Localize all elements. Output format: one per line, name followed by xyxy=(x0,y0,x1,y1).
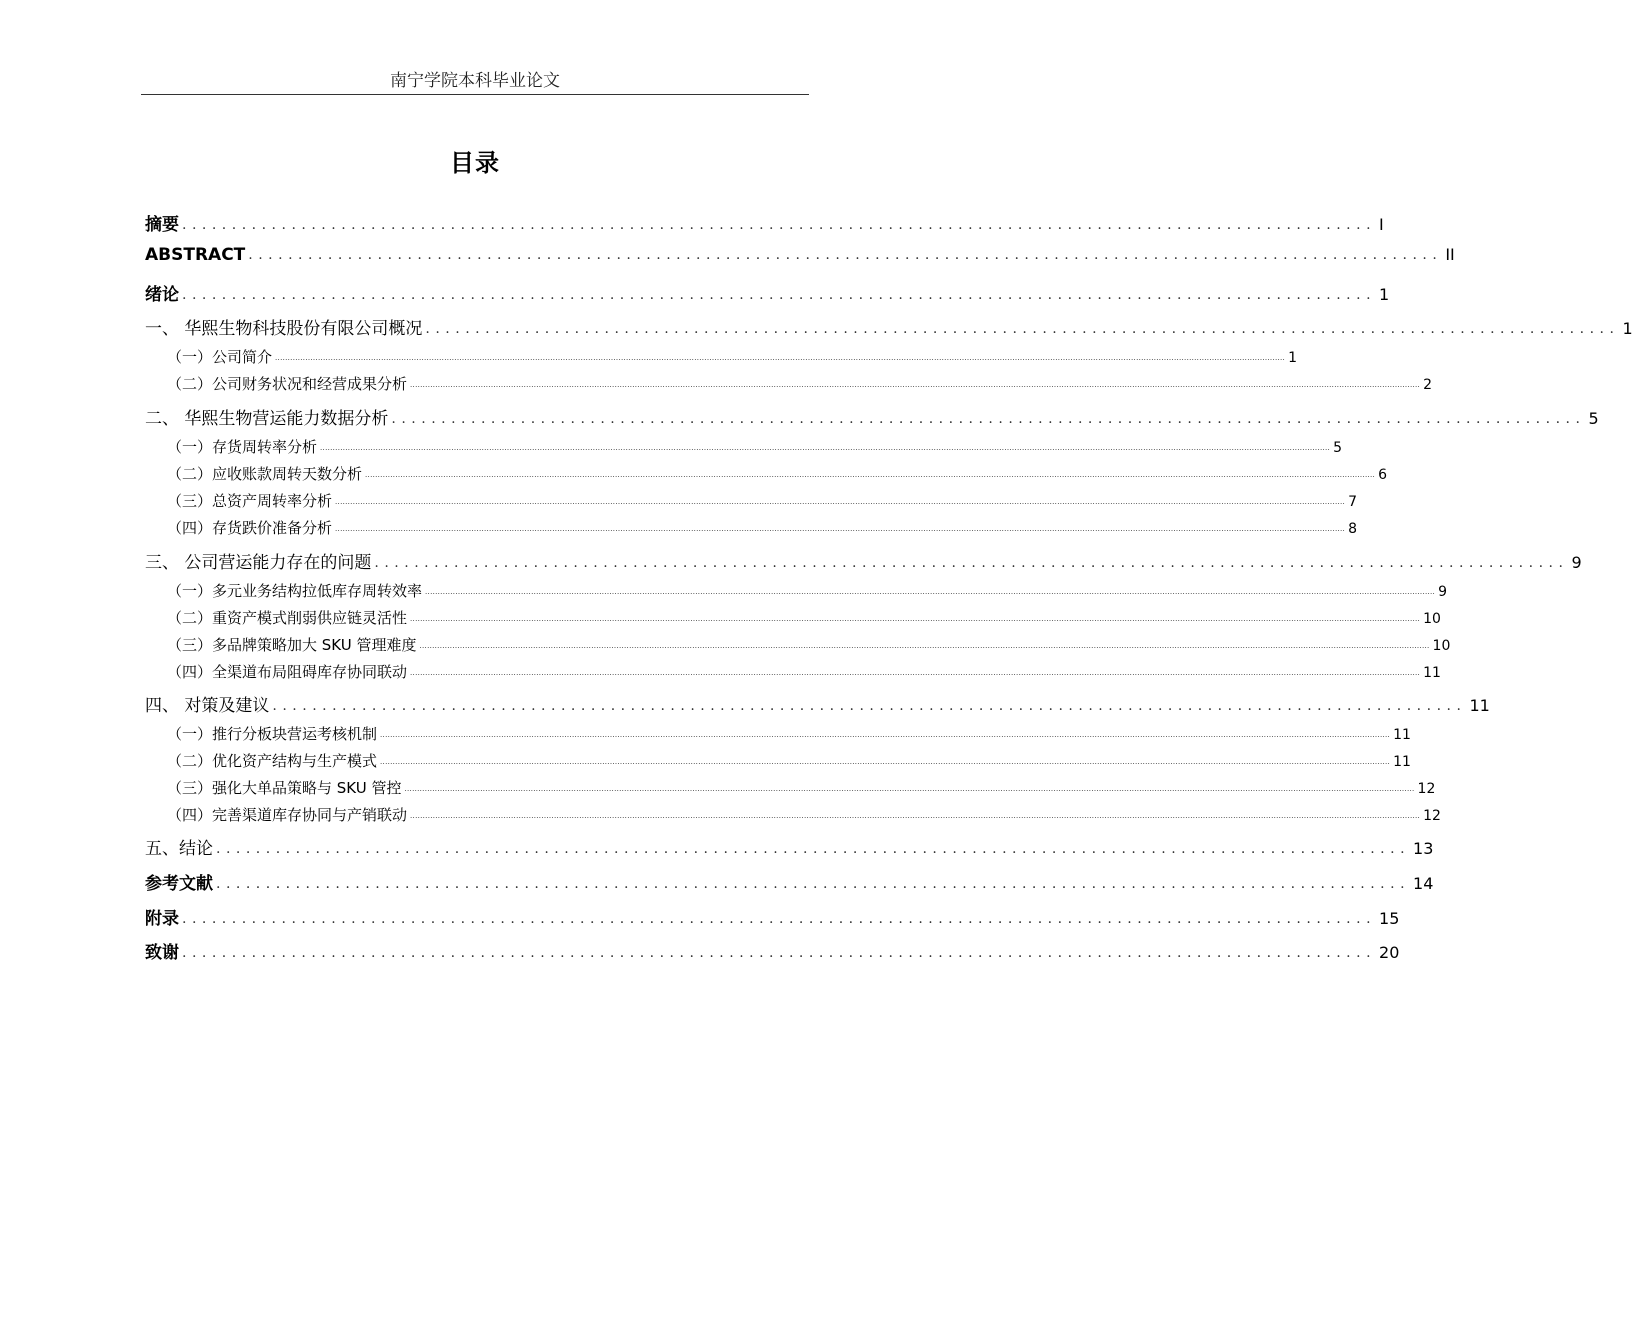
dot-leader: ................................................................................................................................................................................................................................................................................................................................................................................................................ xyxy=(380,731,1391,739)
toc-entry-page: 7 xyxy=(1348,494,1357,510)
toc-entry-label: 多元业务结构拉低库存周转效率 xyxy=(212,582,423,600)
toc-entry[interactable] xyxy=(145,314,1633,340)
toc-entry-number: （一） xyxy=(167,438,213,456)
toc-entry-label: 优化资产结构与生产模式 xyxy=(212,752,378,770)
toc-entry-page: 15 xyxy=(1379,909,1400,928)
toc-entry-number: （二） xyxy=(167,752,213,770)
toc-entry[interactable] xyxy=(167,517,1357,541)
toc-entry-number: （一） xyxy=(167,725,213,743)
dot-leader: ................................................................................................................................................................................................................................................................................................................................................................................................................ xyxy=(275,354,1286,362)
toc-entry-number: （四） xyxy=(167,663,213,681)
toc-entry-page: 1 xyxy=(1622,319,1633,338)
toc-entry-page: 12 xyxy=(1417,781,1436,797)
toc-entry[interactable] xyxy=(167,436,1342,460)
toc-entry-page: 8 xyxy=(1348,521,1357,537)
toc-entry[interactable] xyxy=(145,245,1455,271)
toc-entry-page: 5 xyxy=(1333,440,1342,456)
toc-entry[interactable] xyxy=(167,634,1451,658)
header-divider xyxy=(141,94,809,95)
dot-leader: ................................................................................................................................................................................................................................................................................................................................................................................................................ xyxy=(320,444,1331,452)
toc-entry[interactable] xyxy=(145,691,1490,717)
dot-leader: ........................................................................................................................ xyxy=(182,945,1377,961)
dot-leader: ................................................................................................................................................................................................................................................................................................................................................................................................................ xyxy=(365,471,1376,479)
dot-leader: ........................................................................................................................ xyxy=(374,555,1569,571)
toc-entry-label: 五、结论 xyxy=(145,839,213,859)
toc-entry[interactable] xyxy=(145,548,1582,574)
toc-entry[interactable] xyxy=(167,490,1357,514)
toc-entry-number: （三） xyxy=(167,779,213,797)
dot-leader: ................................................................................................................................................................................................................................................................................................................................................................................................................ xyxy=(410,615,1421,623)
toc-entry-number: （二） xyxy=(167,375,213,393)
toc-entry-page: 12 xyxy=(1423,808,1441,824)
dot-leader: ........................................................................................................................ xyxy=(391,411,1586,427)
dot-leader: ................................................................................................................................................................................................................................................................................................................................................................................................................ xyxy=(380,758,1391,766)
toc-entry-label: 强化大单品策略与 SKU 管控 xyxy=(212,779,402,797)
toc-entry-page: 11 xyxy=(1393,754,1411,770)
toc-entry[interactable] xyxy=(167,804,1441,828)
toc-entry-page: 14 xyxy=(1413,874,1434,893)
toc-entry-label: 致谢 xyxy=(145,943,179,963)
dot-leader: ................................................................................................................................................................................................................................................................................................................................................................................................................ xyxy=(410,812,1421,820)
toc-entry[interactable] xyxy=(167,723,1411,747)
toc-entry[interactable] xyxy=(167,373,1432,397)
toc-heading: 目录 xyxy=(450,149,500,177)
dot-leader: ................................................................................................................................................................................................................................................................................................................................................................................................................ xyxy=(404,785,1415,793)
toc-entry-label: ABSTRACT xyxy=(145,245,246,265)
toc-entry-number: （四） xyxy=(167,806,213,824)
toc-entry[interactable] xyxy=(167,607,1441,631)
toc-entry-page: 11 xyxy=(1393,727,1411,743)
dot-leader: ................................................................................................................................................................................................................................................................................................................................................................................................................ xyxy=(419,642,1430,650)
toc-entry[interactable] xyxy=(167,346,1297,370)
toc-entry-label: 总资产周转率分析 xyxy=(212,492,333,510)
dot-leader: ........................................................................................................................ xyxy=(248,247,1443,263)
toc-entry-label: 参考文献 xyxy=(145,874,213,894)
toc-entry[interactable] xyxy=(145,904,1400,930)
toc-entry-page: 10 xyxy=(1432,638,1451,654)
toc-entry-page: 11 xyxy=(1423,665,1441,681)
toc-entry-page: II xyxy=(1445,245,1455,264)
toc-entry-label: 应收账款周转天数分析 xyxy=(212,465,363,483)
toc-entry-label: 推行分板块营运考核机制 xyxy=(212,725,378,743)
toc-entry-label: 存货周转率分析 xyxy=(212,438,318,456)
toc-entry[interactable] xyxy=(145,834,1434,860)
dot-leader: ................................................................................................................................................................................................................................................................................................................................................................................................................ xyxy=(335,525,1346,533)
dot-leader: ................................................................................................................................................................................................................................................................................................................................................................................................................ xyxy=(335,498,1346,506)
toc-entry-label: 存货跌价准备分析 xyxy=(212,519,333,537)
toc-entry-label: 三、 公司营运能力存在的问题 xyxy=(145,553,372,573)
toc-entry-label: 摘要 xyxy=(145,215,179,235)
toc-entry-page: I xyxy=(1379,215,1384,234)
toc-entry-number: （一） xyxy=(167,582,213,600)
toc-entry[interactable] xyxy=(145,404,1599,430)
toc-entry[interactable] xyxy=(167,580,1447,604)
toc-entry-label: 二、 华熙生物营运能力数据分析 xyxy=(145,409,389,429)
toc-entry-label: 绪论 xyxy=(145,285,179,305)
toc-entry-page: 20 xyxy=(1379,943,1400,962)
toc-entry-number: （三） xyxy=(167,492,213,510)
toc-entry-page: 13 xyxy=(1413,839,1434,858)
toc-entry-number: （二） xyxy=(167,609,213,627)
toc-entry-label: 公司简介 xyxy=(212,348,273,366)
toc-entry-label: 公司财务状况和经营成果分析 xyxy=(212,375,408,393)
dot-leader: ................................................................................................................................................................................................................................................................................................................................................................................................................ xyxy=(410,669,1421,677)
toc-entry-label: 附录 xyxy=(145,909,179,929)
toc-entry-page: 1 xyxy=(1379,285,1390,304)
toc-entry[interactable] xyxy=(167,661,1441,685)
toc-entry-number: （二） xyxy=(167,465,213,483)
dot-leader: ........................................................................................................................ xyxy=(216,841,1411,857)
dot-leader: ........................................................................................................................ xyxy=(182,287,1377,303)
toc-entry[interactable] xyxy=(145,869,1434,895)
toc-entry-number: （四） xyxy=(167,519,213,537)
toc-entry-page: 9 xyxy=(1571,553,1582,572)
toc-entry-label: 完善渠道库存协同与产销联动 xyxy=(212,806,408,824)
dot-leader: ........................................................................................................................ xyxy=(425,321,1620,337)
dot-leader: ................................................................................................................................................................................................................................................................................................................................................................................................................ xyxy=(425,588,1436,596)
toc-entry-label: 四、 对策及建议 xyxy=(145,696,270,716)
toc-entry[interactable] xyxy=(167,777,1436,801)
toc-entry[interactable] xyxy=(145,210,1384,236)
dot-leader: ........................................................................................................................ xyxy=(182,217,1377,233)
dot-leader: ........................................................................................................................ xyxy=(272,698,1467,714)
dot-leader: ................................................................................................................................................................................................................................................................................................................................................................................................................ xyxy=(410,381,1421,389)
toc-entry-number: （三） xyxy=(167,636,213,654)
toc-entry-label: 重资产模式削弱供应链灵活性 xyxy=(212,609,408,627)
toc-entry[interactable] xyxy=(145,280,1390,306)
toc-entry-page: 5 xyxy=(1588,409,1599,428)
dot-leader: ........................................................................................................................ xyxy=(216,876,1411,892)
toc-entry-page: 11 xyxy=(1469,696,1490,715)
toc-entry-label: 多品牌策略加大 SKU 管理难度 xyxy=(212,636,417,654)
page-header: 南宁学院本科毕业论文 xyxy=(390,71,560,91)
toc-entry-label: 一、 华熙生物科技股份有限公司概况 xyxy=(145,319,423,339)
toc-entry[interactable] xyxy=(167,750,1411,774)
toc-entry-page: 9 xyxy=(1438,584,1447,600)
toc-entry-page: 2 xyxy=(1423,377,1432,393)
dot-leader: ........................................................................................................................ xyxy=(182,911,1377,927)
toc-entry-number: （一） xyxy=(167,348,213,366)
toc-entry[interactable] xyxy=(145,938,1400,964)
toc-entry-page: 10 xyxy=(1423,611,1441,627)
toc-entry[interactable] xyxy=(167,463,1387,487)
toc-entry-page: 1 xyxy=(1288,350,1297,366)
toc-entry-label: 全渠道布局阻碍库存协同联动 xyxy=(212,663,408,681)
toc-entry-page: 6 xyxy=(1378,467,1387,483)
